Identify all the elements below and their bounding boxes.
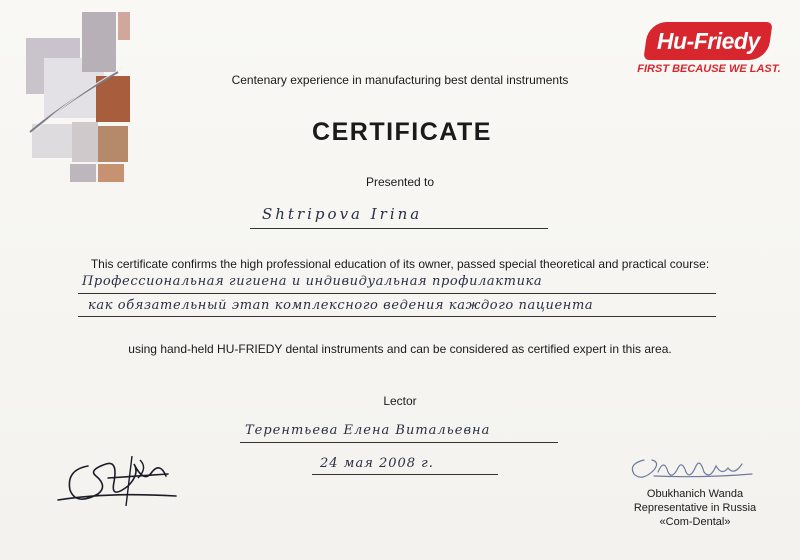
course-underline-1 [78, 293, 716, 294]
lector-label: Lector [383, 394, 417, 408]
experience-line: Centenary experience in manufacturing best dental instruments [231, 73, 569, 87]
logo-text: Hu-Friedy [656, 27, 760, 54]
dental-collage-image [26, 12, 134, 188]
confirmation-text: This certificate confirms the high professional education of its owner, passed special theoretical and practical course: [90, 257, 710, 271]
course-underline-2 [78, 316, 716, 317]
representative-role: Representative in Russia [633, 502, 757, 514]
issue-date: 24 мая 2008 г. [320, 456, 434, 471]
instruments-text: using hand-held HU-FRIEDY dental instruments and can be considered as certified expert in this area. [128, 342, 672, 356]
course-title-line-1: Профессиональная гигиена и индивидуальная профилактика [82, 274, 543, 289]
recipient-name: Shtripova Irina [262, 205, 423, 223]
lector-signature [48, 446, 184, 512]
certificate-title: CERTIFICATE [312, 118, 492, 146]
course-title-line-2: как обязательный этап комплексного ведения каждого пациента [88, 298, 594, 313]
presented-to-label: Presented to [365, 175, 435, 189]
lector-underline [240, 442, 558, 443]
lector-name: Терентьева Елена Витальевна [245, 423, 491, 438]
representative-name: Obukhanich Wanda [646, 488, 744, 500]
brand-tagline: FIRST BECAUSE WE LAST. [637, 63, 781, 75]
recipient-underline [250, 228, 548, 229]
date-underline [312, 474, 498, 475]
representative-company: «Com-Dental» [659, 516, 731, 528]
hu-friedy-logo [643, 22, 772, 60]
representative-signature [624, 452, 760, 486]
